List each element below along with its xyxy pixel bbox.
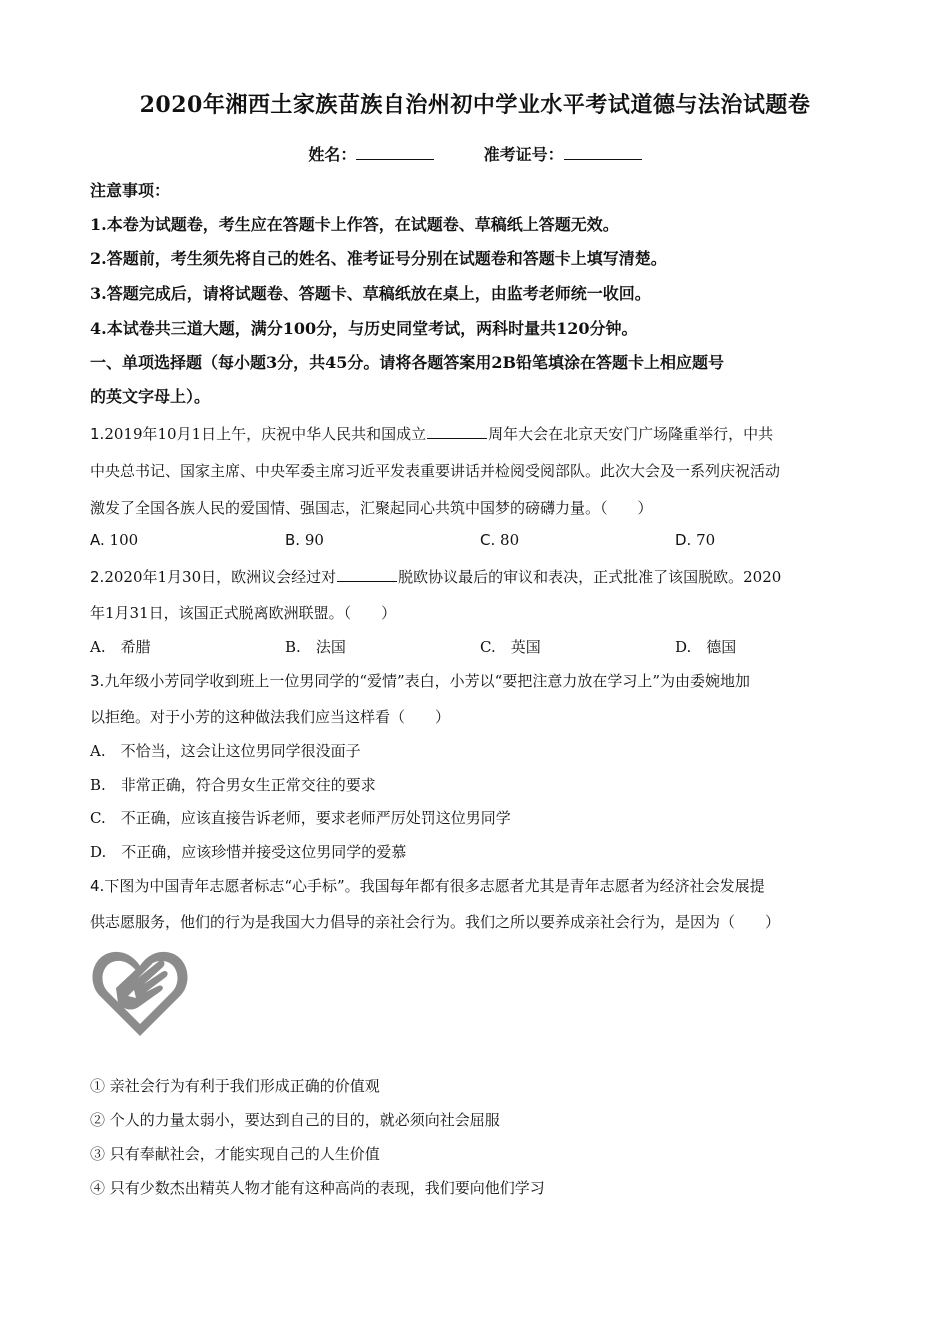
section-heading: 一、单项选择题（每小题3分，共45分。请将各题答案用2B铅笔填涂在答题卡上相应题号: [90, 353, 725, 372]
question-text: 2020年1月30日，欧洲议会经过对: [104, 568, 337, 586]
question-1-line: [90, 423, 870, 444]
question-number: 1.: [90, 425, 105, 443]
notice-heading: 注意事项：: [90, 181, 171, 200]
question-2-line: 年1月31日，该国正式脱离欧洲联盟。（ ）: [90, 604, 397, 622]
question-1-options: [90, 531, 870, 549]
question-1-line: 激发了全国各族人民的爱国情、强国志，汇聚起同心共筑中国梦的磅礴力量。（ ）: [90, 499, 653, 517]
statement-2: ② 个人的力量太弱小，要达到自己的目的，就必须向社会屈服: [90, 1111, 500, 1129]
option-b: B. 法国: [285, 638, 346, 656]
statement-4: ④ 只有少数杰出精英人物才能有这种高尚的表现，我们要向他们学习: [90, 1179, 545, 1197]
question-3-line: [90, 670, 870, 691]
section-heading-cont: 的英文字母上）。: [90, 387, 211, 406]
notice-item: 2.答题前，考生须先将自己的姓名、准考证号分别在试题卷和答题卡上填写清楚。: [90, 249, 667, 268]
id-blank: [564, 145, 642, 160]
option-c: C. 英国: [480, 638, 541, 656]
option-c: C. 80: [480, 531, 520, 549]
question-2-line: [90, 566, 870, 587]
notice-item: 4.本试卷共三道大题，满分100分，与历史同堂考试，两科时量共120分钟。: [90, 319, 638, 338]
statement-3: ③ 只有奉献社会，才能实现自己的人生价值: [90, 1145, 380, 1163]
notice-item: 3.答题完成后，请将试题卷、答题卡、草稿纸放在桌上，由监考老师统一收回。: [90, 284, 651, 303]
answer-blank: [427, 425, 487, 439]
question-1-line: 中央总书记、国家主席、中央军委主席习近平发表重要讲话并检阅受阅部队。此次大会及一系列庆祝活动: [90, 462, 781, 480]
question-4-line: [90, 875, 870, 896]
option-a: A. 希腊: [90, 638, 151, 656]
notice-item: 1.本卷为试题卷，考生应在答题卡上作答，在试题卷、草稿纸上答题无效。: [90, 215, 619, 234]
statement-1: ① 亲社会行为有利于我们形成正确的价值观: [90, 1077, 380, 1095]
page-title: 2020年湘西土家族苗族自治州初中学业水平考试道德与法治试题卷: [139, 92, 811, 118]
question-text: 九年级小芳同学收到班上一位男同学的“爱情”表白，小芳以“要把注意力放在学习上”为由委婉地加: [104, 672, 750, 690]
question-3-line: 以拒绝。对于小芳的这种做法我们应当这样看（ ）: [90, 708, 451, 726]
option-a: A. 不恰当，这会让这位男同学很没面子: [90, 742, 361, 760]
question-text: 脱欧协议最后的审议和表决，正式批准了该国脱欧。2020: [398, 568, 782, 586]
candidate-info-bar: [0, 142, 950, 165]
option-d: D. 70: [675, 531, 716, 549]
question-number: 3.: [90, 672, 105, 690]
id-label: 准考证号：: [483, 145, 564, 164]
heart-hand-icon: [88, 940, 192, 1044]
option-d: D. 德国: [675, 638, 737, 656]
question-text: 周年大会在北京天安门广场隆重举行，中共: [488, 425, 774, 443]
option-a: A. 100: [90, 531, 139, 549]
question-2-options: [90, 636, 870, 657]
question-number: 4.: [90, 877, 105, 895]
option-b: B. 非常正确，符合男女生正常交往的要求: [90, 776, 376, 794]
answer-blank: [337, 568, 397, 582]
option-c: C. 不正确，应该直接告诉老师，要求老师严厉处罚这位男同学: [90, 809, 511, 827]
name-blank: [356, 145, 434, 160]
question-4-line: 供志愿服务，他们的行为是我国大力倡导的亲社会行为。我们之所以要养成亲社会行为，是因为（ ）: [90, 913, 781, 931]
option-b: B. 90: [285, 531, 324, 549]
question-text: 2019年10月1日上午，庆祝中华人民共和国成立: [104, 425, 427, 443]
name-label: 姓名：: [308, 145, 357, 164]
question-text: 下图为中国青年志愿者标志“心手标”。我国每年都有很多志愿者尤其是青年志愿者为经济社会发展提: [104, 877, 765, 895]
question-number: 2.: [90, 568, 105, 586]
option-d: D. 不正确，应该珍惜并接受这位男同学的爱慕: [90, 843, 407, 861]
